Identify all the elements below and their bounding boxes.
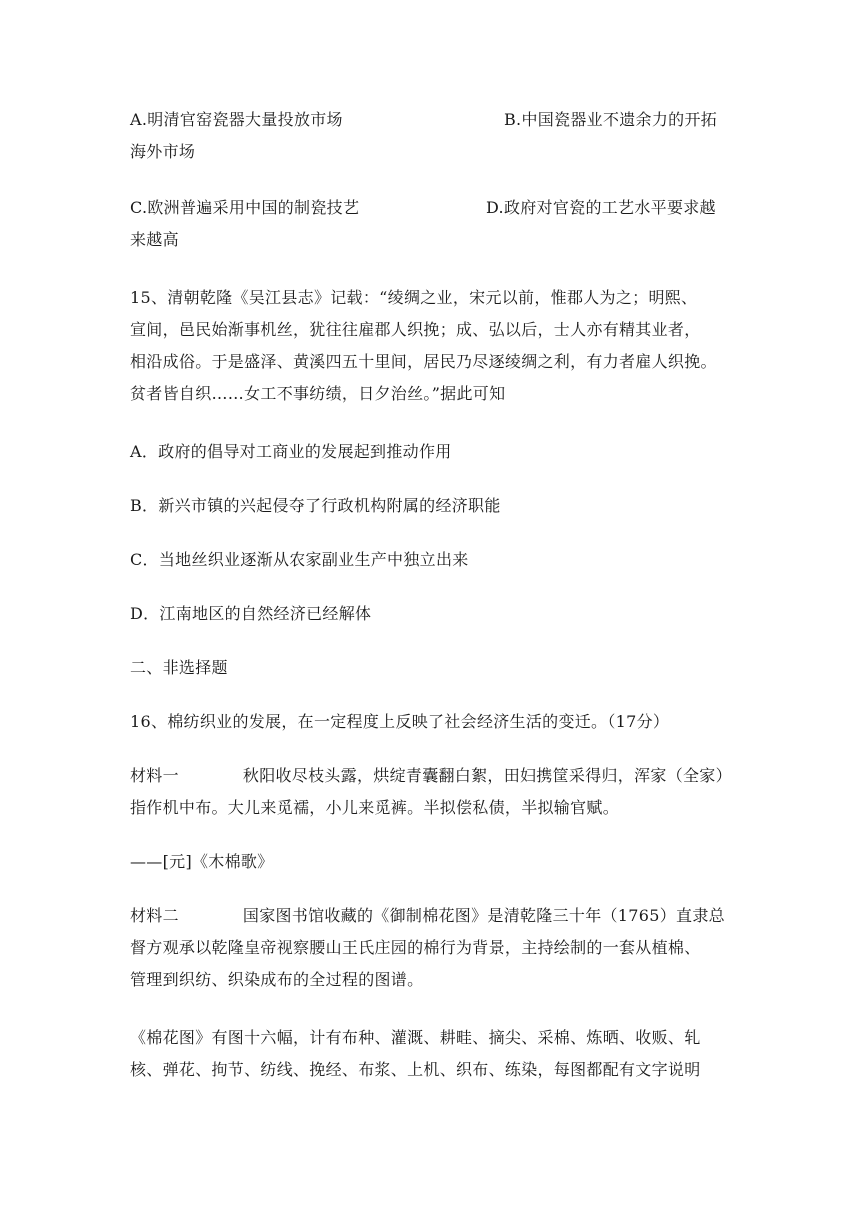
q16-material2-para2-line: 《棉花图》有图十六幅，计有布种、灌溉、耕畦、摘尖、采棉、炼晒、收贩、轧: [130, 1028, 701, 1047]
q16-material2-line: [130, 900, 730, 932]
q14-option-b-continued: 海外市场: [130, 142, 196, 161]
q14-options-cd: [130, 192, 730, 256]
q16-material2-para2-line: 核、弹花、拘节、纺线、挽经、布浆、上机、织布、练染，每图都配有文字说明: [130, 1060, 701, 1079]
q14-option-b: B.中国瓷器业不遗余力的开拓: [504, 110, 718, 129]
q15-stem: [130, 282, 730, 410]
q16-material1: [130, 760, 730, 824]
q16-stem: 16、棉纺织业的发展，在一定程度上反映了社会经济生活的变迁。（17分）: [130, 712, 670, 731]
q15-option-c: C．当地丝织业逐渐从农家副业生产中独立出来: [130, 550, 469, 569]
q14-option-a: A.明清官窑瓷器大量投放市场: [130, 110, 343, 129]
q14-option-c: C.欧洲普遍采用中国的制瓷技艺: [130, 198, 360, 217]
q16-material2-line: 管理到织纺、织染成布的全过程的图谱。: [130, 970, 424, 989]
q16-material1-source: ——[元]《木棉歌》: [130, 852, 274, 871]
q15-option-b: B．新兴市镇的兴起侵夺了行政机构附属的经济职能: [130, 496, 501, 515]
q16-material2-text: 国家图书馆收藏的《御制棉花图》是清乾隆三十年（1765）直隶总: [242, 906, 725, 925]
q16-material1-line: [130, 760, 730, 792]
q16-material2-label: 材料二: [130, 906, 179, 925]
q15-stem-line: 相沿成俗。于是盛泽、黄溪四五十里间，居民乃尽逐绫绸之利，有力者雇人织挽。: [130, 352, 717, 371]
q16-material1-text: 秋阳收尽枝头露，烘绽青囊翻白絮，田妇携筐采得归，浑家（全家）: [242, 766, 732, 785]
q14-options-row-ab: [130, 104, 730, 136]
q16-material2-paragraph2: [130, 1022, 730, 1086]
q16-material1-label: 材料一: [130, 766, 179, 785]
q15-option-d: D．江南地区的自然经济已经解体: [130, 604, 372, 623]
q16-material2-line: 督方观承以乾隆皇帝视察腰山王氏庄园的棉行为背景，主持绘制的一套从植棉、: [130, 938, 701, 957]
q14-option-d-continued: 来越高: [130, 230, 179, 249]
q16-material2: [130, 900, 730, 996]
q16-material1-line: 指作机中布。大儿来觅襦，小儿来觅裤。半拟偿私债，半拟输官赋。: [130, 798, 620, 817]
q15-option-a: A．政府的倡导对工商业的发展起到推动作用: [130, 442, 452, 461]
q14-options-row-cd: [130, 192, 730, 224]
q14-options: [130, 104, 730, 168]
q14-option-d: D.政府对官瓷的工艺水平要求越: [486, 198, 716, 217]
q15-stem-line: 宣间，邑民始渐事机丝，犹往往雇郡人织挽；成、弘以后，士人亦有精其业者，: [130, 320, 701, 339]
q15-stem-line: 15、清朝乾隆《吴江县志》记载：“绫绸之业，宋元以前，惟郡人为之；明熙、: [130, 288, 698, 307]
section-title: 二、非选择题: [130, 658, 228, 677]
q15-stem-line: 贫者皆自织……女工不事纺绩，日夕治丝。”据此可知: [130, 384, 506, 403]
